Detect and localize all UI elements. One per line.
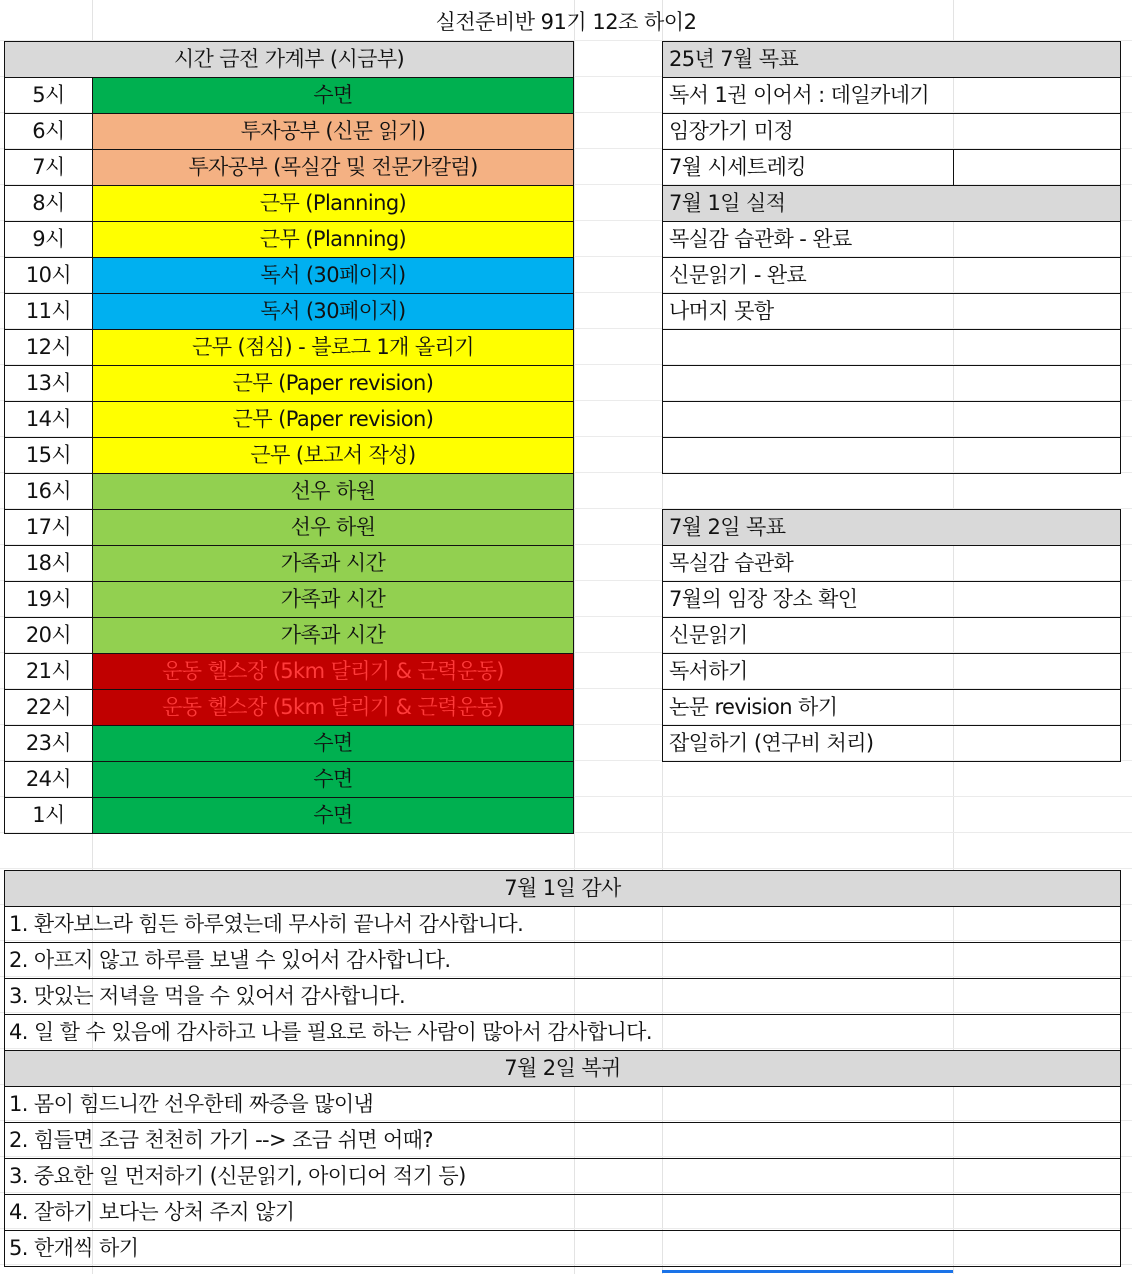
results-day1-item[interactable] — [662, 437, 1121, 474]
hour-cell[interactable]: 17시 — [4, 509, 93, 546]
activity-cell[interactable]: 수면 — [92, 797, 574, 834]
activity-cell[interactable]: 독서 (30페이지) — [92, 257, 574, 294]
hour-cell[interactable]: 21시 — [4, 653, 93, 690]
activity-cell[interactable]: 근무 (점심) - 블로그 1개 올리기 — [92, 329, 574, 366]
hour-cell[interactable]: 24시 — [4, 761, 93, 798]
activity-cell[interactable]: 독서 (30페이지) — [92, 293, 574, 330]
activity-cell[interactable]: 투자공부 (신문 읽기) — [92, 113, 574, 150]
activity-cell[interactable]: 수면 — [92, 761, 574, 798]
goals-day2-item[interactable]: 7월의 임장 장소 확인 — [662, 581, 1121, 618]
goals-day2-item[interactable]: 목실감 습관화 — [662, 545, 1121, 582]
review-item[interactable]: 3. 중요한 일 먼저하기 (신문읽기, 아이디어 적기 등) — [4, 1158, 1121, 1195]
activity-cell[interactable]: 근무 (Planning) — [92, 185, 574, 222]
goals-month-header[interactable]: 25년 7월 목표 — [662, 41, 1121, 78]
hour-cell[interactable]: 1시 — [4, 797, 93, 834]
results-day1-item[interactable] — [662, 329, 1121, 366]
gratitude-header[interactable]: 7월 1일 감사 — [4, 870, 1121, 907]
review-item[interactable]: 1. 몸이 힘드니깐 선우한테 짜증을 많이냄 — [4, 1086, 1121, 1123]
activity-cell[interactable]: 선우 하원 — [92, 509, 574, 546]
hour-cell[interactable]: 22시 — [4, 689, 93, 726]
goals-day2-item[interactable]: 신문읽기 — [662, 617, 1121, 654]
results-day1-item[interactable]: 나머지 못함 — [662, 293, 1121, 330]
activity-cell[interactable]: 운동 헬스장 (5km 달리기 & 근력운동) — [92, 653, 574, 690]
gratitude-item[interactable]: 3. 맛있는 저녁을 먹을 수 있어서 감사합니다. — [4, 978, 1121, 1015]
hour-cell[interactable]: 9시 — [4, 221, 93, 258]
activity-cell[interactable]: 근무 (Paper revision) — [92, 401, 574, 438]
gratitude-item[interactable]: 4. 일 할 수 있음에 감사하고 나를 필요로 하는 사람이 많아서 감사합니다. — [4, 1014, 1121, 1051]
hour-cell[interactable]: 19시 — [4, 581, 93, 618]
hour-cell[interactable]: 7시 — [4, 149, 93, 186]
activity-cell[interactable]: 가족과 시간 — [92, 545, 574, 582]
goals-day2-item[interactable]: 논문 revision 하기 — [662, 689, 1121, 726]
goals-day2-item[interactable]: 잡일하기 (연구비 처리) — [662, 725, 1121, 762]
gratitude-item[interactable]: 2. 아프지 않고 하루를 보낼 수 있어서 감사합니다. — [4, 942, 1121, 979]
activity-cell[interactable]: 선우 하원 — [92, 473, 574, 510]
review-header[interactable]: 7월 2일 복귀 — [4, 1050, 1121, 1087]
results-day1-item[interactable] — [662, 365, 1121, 402]
results-day1-header[interactable]: 7월 1일 실적 — [662, 185, 1121, 222]
schedule-header[interactable]: 시간 금전 가계부 (시금부) — [4, 41, 574, 78]
activity-cell[interactable]: 근무 (Planning) — [92, 221, 574, 258]
activity-cell[interactable]: 가족과 시간 — [92, 617, 574, 654]
activity-cell[interactable]: 근무 (Paper revision) — [92, 365, 574, 402]
activity-cell[interactable]: 투자공부 (목실감 및 전문가칼럼) — [92, 149, 574, 186]
sheet-title: 실전준비반 91기 12조 하이2 — [435, 10, 697, 34]
goals-month-item[interactable]: 독서 1권 이어서 : 데일카네기 — [662, 77, 1121, 114]
hour-cell[interactable]: 12시 — [4, 329, 93, 366]
activity-cell[interactable]: 수면 — [92, 725, 574, 762]
hour-cell[interactable]: 18시 — [4, 545, 93, 582]
hour-cell[interactable]: 5시 — [4, 77, 93, 114]
results-day1-item[interactable]: 목실감 습관화 - 완료 — [662, 221, 1121, 258]
hour-cell[interactable]: 14시 — [4, 401, 93, 438]
hour-cell[interactable]: 8시 — [4, 185, 93, 222]
goals-day2-header[interactable]: 7월 2일 목표 — [662, 509, 1121, 546]
hour-cell[interactable]: 16시 — [4, 473, 93, 510]
review-item[interactable]: 4. 잘하기 보다는 상처 주지 않기 — [4, 1194, 1121, 1231]
activity-cell[interactable]: 수면 — [92, 77, 574, 114]
hour-cell[interactable]: 20시 — [4, 617, 93, 654]
results-day1-item[interactable]: 신문읽기 - 완료 — [662, 257, 1121, 294]
selected-cell-indicator — [662, 1270, 953, 1273]
activity-cell[interactable]: 가족과 시간 — [92, 581, 574, 618]
goals-day2-item[interactable]: 독서하기 — [662, 653, 1121, 690]
review-item[interactable]: 2. 힘들면 조금 천천히 가기 --> 조금 쉬면 어때? — [4, 1122, 1121, 1159]
review-item[interactable]: 5. 한개씩 하기 — [4, 1230, 1121, 1267]
hour-cell[interactable]: 23시 — [4, 725, 93, 762]
hour-cell[interactable]: 13시 — [4, 365, 93, 402]
hour-cell[interactable]: 10시 — [4, 257, 93, 294]
activity-cell[interactable]: 근무 (보고서 작성) — [92, 437, 574, 474]
hour-cell[interactable]: 6시 — [4, 113, 93, 150]
results-day1-item[interactable] — [662, 401, 1121, 438]
empty-cell[interactable] — [953, 149, 1121, 186]
gratitude-item[interactable]: 1. 환자보느라 힘든 하루였는데 무사히 끝나서 감사합니다. — [4, 906, 1121, 943]
activity-cell[interactable]: 운동 헬스장 (5km 달리기 & 근력운동) — [92, 689, 574, 726]
gridline — [0, 868, 1132, 869]
hour-cell[interactable]: 15시 — [4, 437, 93, 474]
goals-month-item[interactable]: 임장가기 미정 — [662, 113, 1121, 150]
goals-month-item[interactable]: 7월 시세트레킹 — [662, 149, 954, 186]
hour-cell[interactable]: 11시 — [4, 293, 93, 330]
